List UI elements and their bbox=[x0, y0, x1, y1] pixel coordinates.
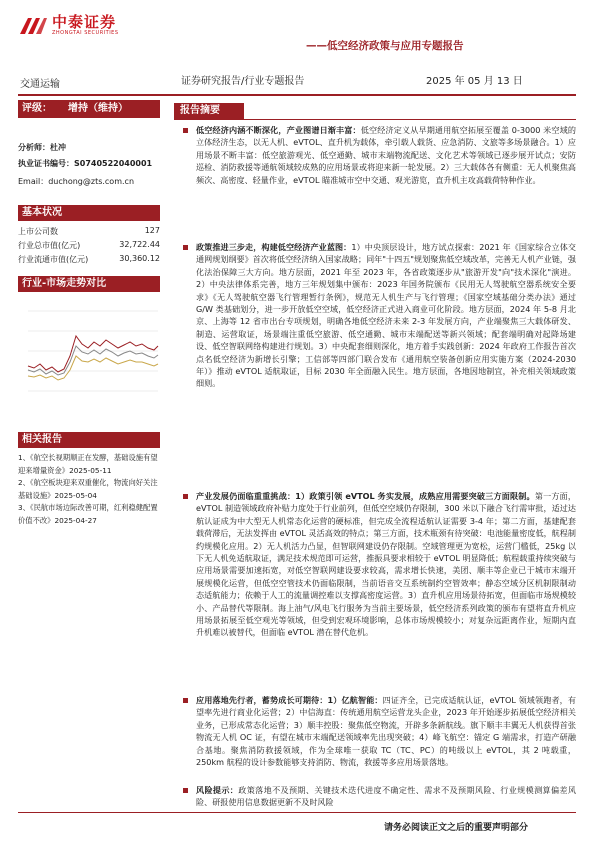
series-line-3 bbox=[28, 356, 158, 380]
bullet-icon bbox=[183, 788, 188, 793]
market-trend-chart bbox=[18, 296, 160, 414]
rating-box bbox=[18, 100, 160, 118]
summary-paragraph: 应用落地先行者，蓄势成长可期待：1）亿航智能：四证齐全，已完成适航认证，eVTOL 领域领跑者，有望率先进行商业化运营；2）中信海直：传统通用航空运营龙头企业，2023 年开始逐步拓展低空经济相关业务，已形成常态化运营；3）顺丰控股：聚焦低空物流，开辟多条新航线。旗下顺丰丰翼无人机获得首张物流无人机 OC 证，有望在城市末端配送领域率先出现突破；4）峰飞航空：锚定 G 端需求，打造产研融合基地。聚焦消防救援领域，作为全球唯一获取 TC（TC、PC）的吨级以上 eVTOL，其 2 吨载重，250km 航程的设计参数能够支持消防、物流，救援等多应用场景落地。 bbox=[196, 695, 576, 768]
basic-row-0: 上市公司数 127 bbox=[18, 226, 160, 236]
logo-cn: 中泰证券 bbox=[52, 13, 117, 31]
analyst-email-label: Email： bbox=[18, 177, 49, 186]
bullet-icon bbox=[183, 245, 188, 250]
analyst-name: 杜冲 bbox=[50, 143, 66, 152]
basic-row-2: 行业流通市值(亿元) 30,360.12 bbox=[18, 254, 160, 264]
logo-en: ZHONGTAI SECURITIES bbox=[52, 30, 119, 36]
related-report-item[interactable]: 1、《航空长视期顺正在发酵，基础设施有望迎来增量资金》2025-05-11 bbox=[18, 453, 158, 475]
industry-label: 交通运输 bbox=[20, 79, 60, 90]
related-reports-title: 相关报告 bbox=[18, 432, 160, 448]
basic-row-1: 行业总市值(亿元) 32,722.44 bbox=[18, 240, 160, 250]
market-chart-title: 行业-市场走势对比 bbox=[18, 276, 160, 292]
summary-paragraph: 风险提示：政策落地不及预期、关键技术迭代进度不确定性、需求不及预期风险、行业规模测算偏差风险、研报使用信息数据更新不及时风险 bbox=[196, 785, 576, 808]
report-type: 证券研究报告/行业专题报告 bbox=[181, 76, 305, 87]
footer-divider bbox=[18, 812, 576, 813]
rating-label: 评级： bbox=[22, 103, 52, 114]
analyst-name-label: 分析师： bbox=[18, 143, 50, 152]
analyst-email[interactable]: duchong@zts.com.cn bbox=[48, 177, 135, 186]
summary-title: 报告摘要 bbox=[174, 103, 244, 119]
related-report-item[interactable]: 3、《民航市场边际改善可期，红利稳健配置价值不改》2025-04-27 bbox=[18, 503, 158, 525]
bullet-icon bbox=[183, 698, 188, 703]
footer-disclaimer: 请务必阅读正文之后的重要声明部分 bbox=[384, 823, 529, 833]
logo bbox=[18, 14, 119, 36]
header-divider bbox=[18, 94, 576, 96]
basic-info-title: 基本状况 bbox=[18, 205, 160, 221]
summary-paragraph: 政策推进三步走，构建低空经济产业蓝图：1）中央顶层设计，地方试点探索：2021 年《国家综合立体交通网规划纲要》首次将低空经济纳入国家战略；同年"十四五"规划聚焦低空域改革，完善无人机产业链，强化法治保障三大方向。地方层面，2021 年至 2023 年，各省政策逐步从"旅游开发"向"技术深化"演进。2）中央法律体系完善，地方三年规划集中颁布：2023 年国务院颁布《民用无人驾驶航空器系统安全要求》《无人驾驶航空器飞行管理暂行条例》，规范无人机生产与飞行管理；《国家空域基础分类办法》通过 G/W 类基础划分，进一步开放低空空域，低空经济正式进入商业可化阶段。地方层面，2024 年 5-8 月北京、上海等 12 省市出台专项规划，明确各地低空经济未来 2-3 年发展方向，产业端聚焦三大载体研发、制造、运营取证，场景端注重低空旅游、低空通勤、城市末端配送等新兴领域；配套端明确对起降场建设、低空智联网络构建进行规划。3）中央配套细则深化，地方着手实践创新：2024 年政府工作报告首次点名低空经济为新增长引擎；工信部等四部门联合发布《通用航空装备创新应用实施方案（2024-2030 年）》推动 eVTOL 适航取证，目标 2030 年全面融入民生。地方层面，各地因地制宜，补充相关领域政策细则。 bbox=[196, 242, 576, 389]
analyst-email-row bbox=[18, 176, 134, 187]
bullet-icon bbox=[183, 128, 188, 133]
summary-divider bbox=[174, 119, 576, 120]
analyst-cert-row bbox=[18, 158, 152, 169]
analyst-cert-label: 执业证书编号： bbox=[18, 159, 74, 168]
related-report-item[interactable]: 2、《航空板块迎来双重催化，物流向好关注基础设施》2025-05-04 bbox=[18, 478, 158, 500]
report-date: 2025 年 05 月 13 日 bbox=[426, 76, 523, 87]
analyst-name-row bbox=[18, 142, 66, 153]
bullet-icon bbox=[183, 494, 188, 499]
rating-value: 增持（维持） bbox=[68, 103, 128, 114]
summary-paragraph: 产业发展仍面临重重挑战：1）政策引领 eVTOL 务实发展，成熟应用需要突破三方面限制。第一方面，eVTOL 制造领域政府补贴力度处于行业前列，但低空空域仍存限制，300 米以下融合飞行需审批，适过达航认证成为中大型无人机常态化运营的硬标准，但完成全流程适航认证需要 3-4 年；第二方面，基建配套载荷滞后，无法发挥由 eVTOL 灵活高效的特点；第三方面，技术瓶颈有待突破：电池能量密度低，航程制约规模化应用。2）无人机活力凸显，但智联网建设仍存限制。空域管理更为宽松，运营门槛低，25kg 以下无人机免适航取证，满足技术规范即可运营，推振具要求相较于 eVTOL 明显降低；航程载重持续突破与应用场景需要加速拓宽，对低空智联网建设要求较高，需求增长快速，美团、顺丰等企业已于城市末端开展规模化运营，但低空空管技术仍面临限制，当前语音交互系统制约空管效率；静态空域分区机制限制动态适航能力；依赖于人工的流量调控难以支撑高密度运营。3）直升机应用场景待拓宽，但面临市场规模较小、产品替代等限制。海上油气/风电飞行服务为当前主要场景，低空经济系列政策的颁布有望将直升机应用场景拓展至低空观光等领域，但受到宏观环境影响，总体市场规模较小；对复杂远距离作业，短期内直升机难以被替代，但面临 eVTOL 潜在替代危机。 bbox=[196, 491, 576, 638]
report-title: ——低空经济政策与应用专题报告 bbox=[306, 40, 464, 52]
logo-icon bbox=[18, 14, 48, 36]
summary-paragraph: 低空经济内涵不断深化，产业图谱日渐丰富：低空经济定义从早期通用航空拓展至覆盖 0-3000 米空域的立体经济生态，以无人机、eVTOL、直升机为载体，牵引载人载货、应急消防、文旅等多场景融合。1）应用场景不断丰富：低空旅游观光、低空通勤、城市末端物流配送、文化艺术等领域已逐步展开试点；安防巡检、消防救援等通航领域较成熟的应用场景或将迎来新一轮发展。2）三大载体各有侧重：无人机聚焦高频次、高密度、轻量作业，eVTOL 瞄准城市空中交通、观光游览，直升机主攻高载荷特种作业。 bbox=[196, 125, 576, 185]
series-line-2 bbox=[28, 346, 158, 375]
analyst-cert: S0740522040001 bbox=[74, 159, 153, 168]
